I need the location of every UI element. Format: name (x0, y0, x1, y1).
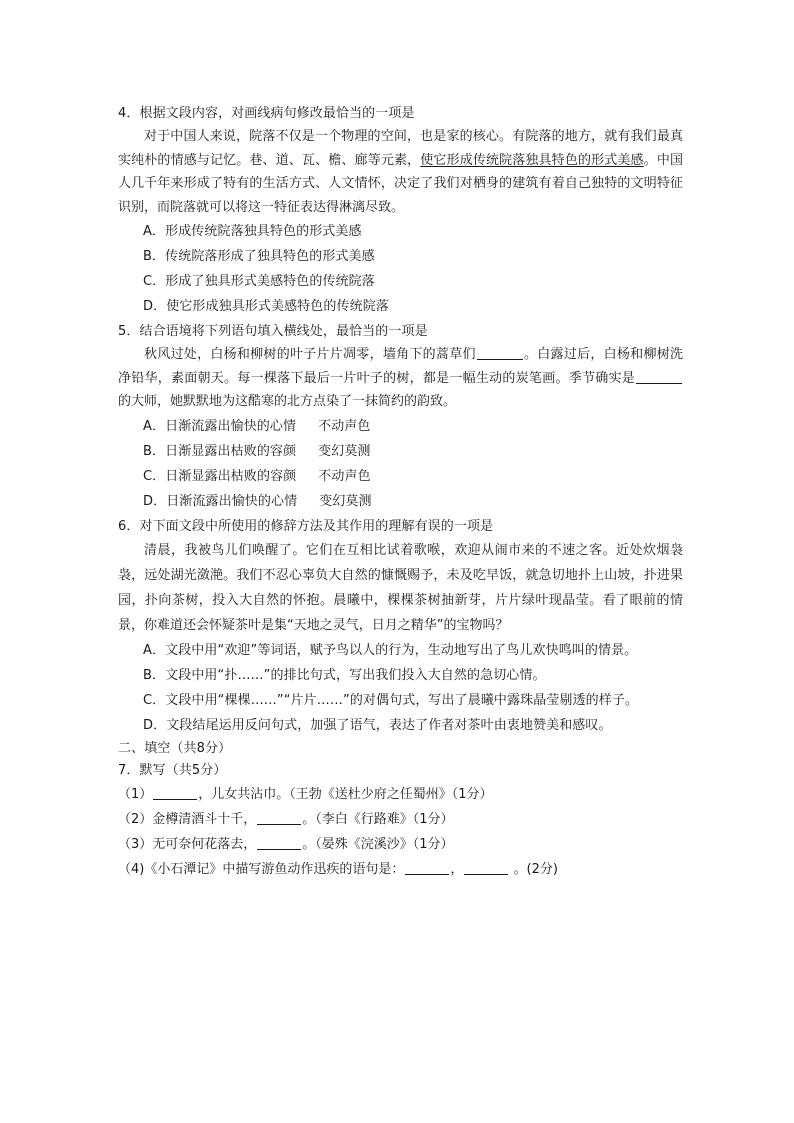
q5-title: 5．结合语境将下列语句填入横线处，最恰当的一项是 (118, 324, 428, 339)
q6-passage: 清晨，我被鸟儿们唤醒了。它们在互相比试着歌喉，欢迎从闹市来的不速之客。近处炊烟袅袅，远处湖光潋滟。我们不忍心辜负大自然的慷慨赐予，未及吃早饭，就急切地扑上山坡，扑进果园，扑向茶树，投入大自然的怀抱。晨曦中，棵棵茶树抽新芽，片片绿叶现晶莹。看了眼前的情景，你难道还会怀疑茶叶是集“天地之灵气，日月之精华”的宝物吗？ (118, 542, 683, 633)
q5-passage-part1: 秋风过处，白杨和柳树的叶子片片凋零，墙角下的蒿草们 (144, 347, 476, 362)
q7-item-4 (118, 857, 683, 882)
q5-blank-2[interactable] (636, 370, 682, 384)
q4-option-b[interactable]: B．传统院落形成了独具特色的形式美感 (143, 249, 375, 264)
q4-option-a[interactable]: A．形成传统院落独具特色的形式美感 (143, 224, 362, 239)
exam-content (118, 101, 683, 882)
q5-option-a-first: A．日渐流露出愉快的心情 (143, 418, 297, 434)
q4-title: 4．根据文段内容，对画线病句修改最恰当的一项是 (118, 106, 415, 121)
q7-item-4-blank-1[interactable] (405, 861, 449, 875)
q4-underlined-sentence: 使它形成传统院落独具特色的形式美感 (420, 152, 644, 168)
q7-item-3-pre: （3）无可奈何花落去， (118, 836, 257, 852)
q6-title: 6．对下面文段中所使用的修辞方法及其作用的理解有误的一项是 (118, 518, 494, 534)
q5-option-d-second: 变幻莫测 (319, 493, 372, 509)
q7-item-4-pre: （4)《小石潭记》中描写游鱼动作迅疾的语句是： (118, 861, 405, 877)
q5-option-d[interactable] (118, 489, 683, 514)
q5-option-c[interactable] (118, 464, 683, 489)
q4-option-d[interactable]: D．使它形成独具形式美感特色的传统院落 (143, 299, 389, 314)
q7-item-2 (118, 807, 683, 832)
q4-passage (118, 125, 683, 219)
q5-option-a-second: 不动声色 (318, 418, 371, 434)
q7-item-4-post: 。(2分) (509, 861, 558, 877)
q7-item-1 (118, 782, 683, 807)
q4-option-c[interactable]: C．形成了独具形式美感特色的传统院落 (143, 274, 375, 289)
q5-option-b-first: B．日渐显露出枯败的容颜 (143, 443, 297, 459)
q5-passage-part3: 的大师，她默默地为这酷寒的北方点染了一抹简约的韵致。 (118, 394, 457, 409)
q7-item-3-post: 。（晏殊《浣溪沙》（1分） (302, 836, 454, 852)
q6-option-b[interactable]: B．文段中用“扑……”的排比句式，写出我们投入大自然的急切心情。 (143, 667, 546, 683)
q6-option-c[interactable]: C．文段中用“棵棵……”“片片……”的对偶句式，写出了晨曦中露珠晶莹剔透的样子。 (143, 692, 639, 708)
q7-item-1-pre: （1） (118, 786, 153, 802)
q7-item-4-mid: ， (450, 861, 464, 877)
q4-passage-after: 。中国人几千年来形成了特有的生活方式、人文情怀，决定了我们对栖身的建筑有着自己独特的文明特征识别，而院落就可以将这一特征表达得淋漓尽致。 (118, 152, 683, 215)
q4-passage-before: 对于中国人来说，院落不仅是一个物理的空间，也是家的核心。有院落的地方，就有我们最真实纯朴的情感与记忆。巷、道、瓦、檐、廊等元素， (118, 129, 683, 168)
q7-item-1-blank[interactable] (153, 786, 197, 800)
q7-item-2-post: 。（李白《行路难》（1分） (302, 811, 454, 827)
q5-option-c-second: 不动声色 (318, 468, 371, 484)
q5-option-b-second: 变幻莫测 (318, 443, 371, 459)
q7-item-2-pre: （2）金樽清酒斗十千， (118, 811, 257, 827)
q5-option-d-first: D．日渐流露出愉快的心情 (143, 493, 298, 509)
q5-passage (118, 343, 683, 414)
q5-blank-1[interactable] (477, 346, 523, 360)
q5-option-c-first: C．日渐显露出枯败的容颜 (143, 468, 297, 484)
q7-item-3-blank[interactable] (257, 836, 301, 850)
q7-title: 7．默写（共5分） (118, 762, 227, 778)
q6-option-d[interactable]: D．文段结尾运用反问句式，加强了语气，表达了作者对茶叶由衷地赞美和感叹。 (143, 717, 612, 733)
q5-passage-part2: 。白露过后，白杨和柳树洗净铅华，素面朝天。每一棵落下最后一片叶子的树，都是一幅生动的炭笔画。季节确实是 (118, 347, 683, 386)
q7-item-1-post: ，儿女共沾巾。（王勃《送杜少府之任蜀州》（1分） (198, 786, 493, 802)
q7-item-3 (118, 832, 683, 857)
q5-option-b[interactable] (118, 439, 683, 464)
q7-item-2-blank[interactable] (257, 811, 301, 825)
q5-option-a[interactable] (118, 414, 683, 439)
q6-option-a[interactable]: A．文段中用“欢迎”等词语，赋予鸟以人的行为，生动地写出了鸟儿欢快鸣叫的情景。 (143, 642, 638, 658)
section2-heading: 二、填空（共8分） (118, 740, 232, 756)
q7-item-4-blank-2[interactable] (464, 861, 508, 875)
